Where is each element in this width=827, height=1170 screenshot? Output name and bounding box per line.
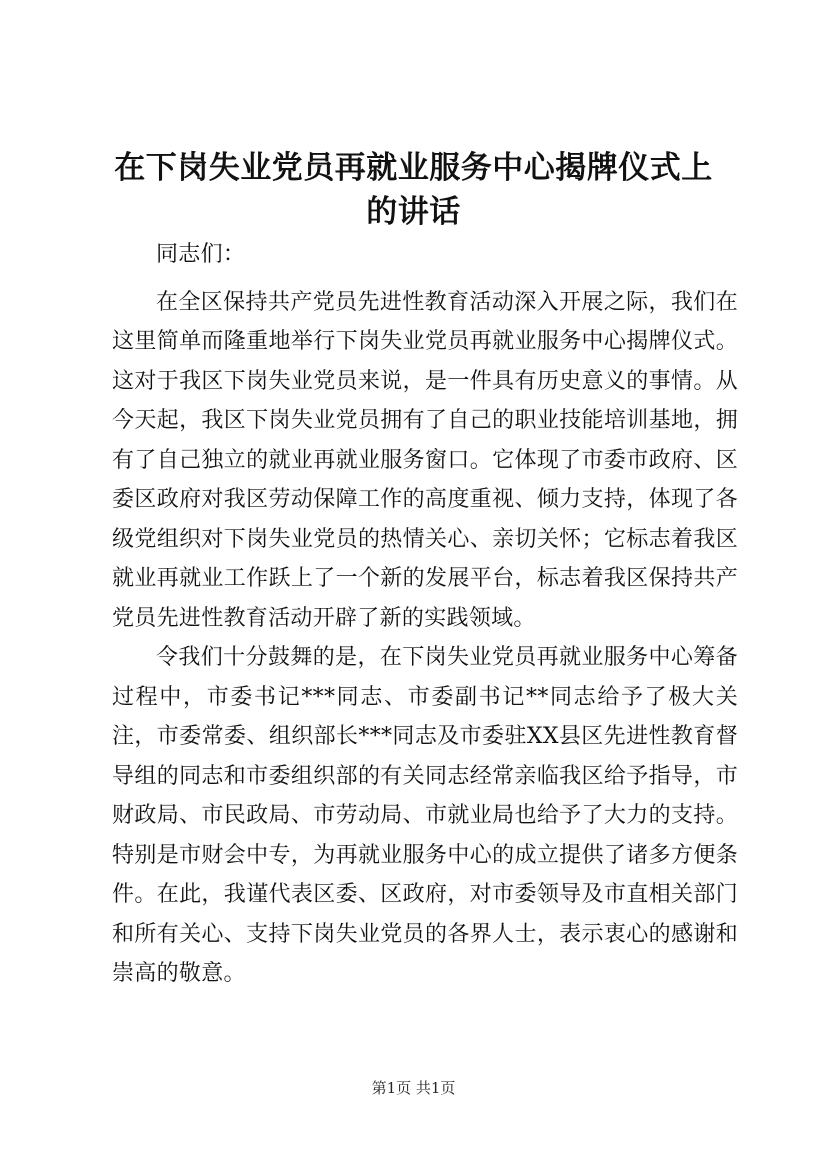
paragraph-2: 令我们十分鼓舞的是，在下岗失业党员再就业服务中心筹备过程中，市委书记***同志、市委副书记**同志给予了极大关注，市委常委、组织部长***同志及市委驻XX县区先进性教育督导组的同志和市委组织部的有关同志经常亲临我区给予指导，市财政局、市民政局、市劳动局、市就业局也给予了大力的支持。特别是市财会中专，为再就业服务中心的成立提供了诸多方便条件。在此，我谨代表区委、区政府，对市委领导及市直相关部门和所有关心、支持下岗失业党员的各界人士，表示衷心的感谢和崇高的敬意。	[112, 645, 738, 986]
greeting: 同志们：	[156, 242, 246, 267]
document-body	[112, 235, 738, 994]
paragraph-1: 在全区保持共产党员先进性教育活动深入开展之际，我们在这里简单而隆重地举行下岗失业党员再就业服务中心揭牌仪式。这对于我区下岗失业党员来说，是一件具有历史意义的事情。从今天起，我区下岗失业党员拥有了自己的职业技能培训基地，拥有了自己独立的就业再就业服务窗口。它体现了市委市政府、区委区政府对我区劳动保障工作的高度重视、倾力支持，体现了各级党组织对下岗失业党员的热情关心、亲切关怀；它标志着我区就业再就业工作跃上了一个新的发展平台，标志着我区保持共产党员先进性教育活动开辟了新的实践领域。	[112, 289, 738, 631]
page-number-footer: 第1页 共1页	[371, 1079, 456, 1097]
document-title: 在下岗失业党员再就业服务中心揭牌仪式上的讲话	[114, 150, 713, 230]
